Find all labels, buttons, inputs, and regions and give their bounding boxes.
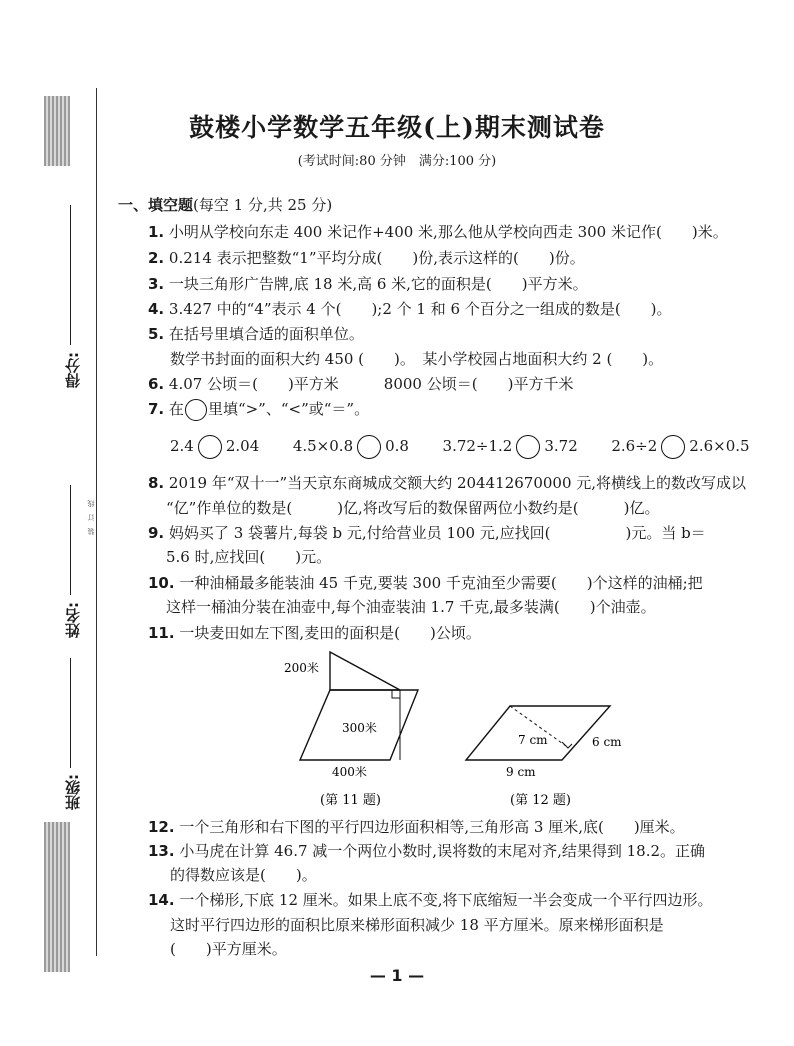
compare-item-4: 2.6÷2 2.6×0.5: [611, 437, 749, 455]
question-14-line-3: ( )平方厘米。: [170, 940, 287, 958]
fig12-label-side: 6 cm: [592, 735, 622, 749]
question-6: 6. 4.07 公顷＝( )平方米 8000 公顷＝( )平方千米: [148, 375, 574, 393]
score-underline: [70, 205, 71, 345]
question-13-line-2: 的得数应该是( )。: [170, 866, 317, 884]
fig11-right-angle: [392, 690, 400, 698]
figure-11: [280, 648, 440, 810]
sidebar-decor-bottom: [44, 822, 70, 972]
section-heading: [118, 194, 332, 215]
fig11-caption: (第 11 题): [320, 793, 381, 808]
section-note: (每空 1 分,共 25 分): [193, 196, 333, 214]
page-title: 鼓楼小学数学五年级(上)期末测试卷: [189, 113, 605, 142]
compare-item-3: 3.72÷1.2 3.72: [443, 437, 578, 455]
question-11: 11. 一块麦田如左下图,麦田的面积是( )公顷。: [148, 624, 481, 642]
compare-blank-1[interactable]: [198, 435, 222, 459]
fig12-caption: (第 12 题): [510, 793, 571, 808]
fig12-label-height: 7 cm: [518, 733, 548, 747]
binding-line: [96, 88, 97, 956]
name-label: 姓名:: [64, 602, 82, 638]
question-12: 12. 一个三角形和右下图的平行四边形面积相等,三角形高 3 厘米,底( )厘米。: [148, 818, 685, 836]
question-5: 5. 在括号里填合适的面积单位。: [148, 325, 364, 343]
page-number: — 1 —: [369, 966, 425, 985]
fig12-right-angle: [562, 742, 572, 748]
fig12-label-base: 9 cm: [506, 765, 536, 779]
page-subtitle: (考试时间:80 分钟 满分:100 分): [297, 154, 497, 169]
question-10: 10. 一种油桶最多能装油 45 千克,要装 300 千克油至少需要( )个这样的油桶;把: [148, 574, 703, 592]
fig11-label-base: 400米: [332, 765, 367, 779]
circle-icon: [185, 399, 207, 421]
figure-12: [462, 690, 642, 810]
question-14-line-2: 这时平行四边形的面积比原来梯形面积减少 18 平方厘米。原来梯形面积是: [170, 916, 664, 934]
binding-text: 装 订 线: [87, 500, 95, 535]
compare-blank-4[interactable]: [661, 435, 685, 459]
question-13: 13. 小马虎在计算 46.7 减一个两位小数时,误将数的末尾对齐,结果得到 18.2。正确: [148, 842, 705, 860]
compare-blank-2[interactable]: [357, 435, 381, 459]
question-2: 2. 0.214 表示把整数“1”平均分成( )份,表示这样的( )份。: [148, 249, 585, 267]
class-underline: [70, 658, 71, 768]
question-14: 14. 一个梯形,下底 12 厘米。如果上底不变,将下底缩短一半会变成一个平行四边形。: [148, 891, 713, 909]
name-underline: [70, 485, 71, 595]
question-1: 1. 小明从学校向东走 400 米记作+400 米,那么他从学校向西走 300 米记作( )米。: [148, 223, 728, 241]
question-8: 8. 2019 年“双十一”当天京东商城成交额大约 204412670000 元,将横线上的数改写成以: [148, 474, 747, 492]
fig11-label-top: 200米: [284, 661, 319, 675]
question-7: 7. 在 里填“>”、“<”或“＝”。: [148, 398, 369, 421]
question-5-line-2: 数学书封面的面积大约 450 ( )。 某小学校园占地面积大约 2 ( )。: [170, 350, 664, 368]
score-label: 得分:: [64, 352, 82, 388]
class-label: 班级:: [64, 774, 82, 810]
question-9-line-2: 5.6 时,应找回( )元。: [166, 548, 332, 566]
fig11-triangle: [330, 652, 400, 690]
fig11-label-height: 300米: [342, 721, 377, 735]
question-10-line-2: 这样一桶油分装在油壶中,每个油壶装油 1.7 千克,最多装满( )个油壶。: [166, 598, 656, 616]
section-title: 一、填空题: [118, 196, 194, 214]
question-3: 3. 一块三角形广告牌,底 18 米,高 6 米,它的面积是( )平方米。: [148, 275, 588, 293]
compare-blank-3[interactable]: [516, 435, 540, 459]
compare-item-1: 2.4 2.04: [170, 437, 259, 455]
compare-item-2: 4.5×0.8 0.8: [293, 437, 409, 455]
question-4: 4. 3.427 中的“4”表示 4 个( );2 个 1 和 6 个百分之一组成的数是( )。: [148, 300, 672, 318]
compare-row: [170, 435, 750, 459]
question-8-line-2: “亿”作单位的数是( )亿,将改写后的数保留两位小数约是( )亿。: [166, 499, 660, 517]
question-9: 9. 妈妈买了 3 袋薯片,每袋 b 元,付给营业员 100 元,应找回( )元。当 b＝: [148, 524, 706, 542]
